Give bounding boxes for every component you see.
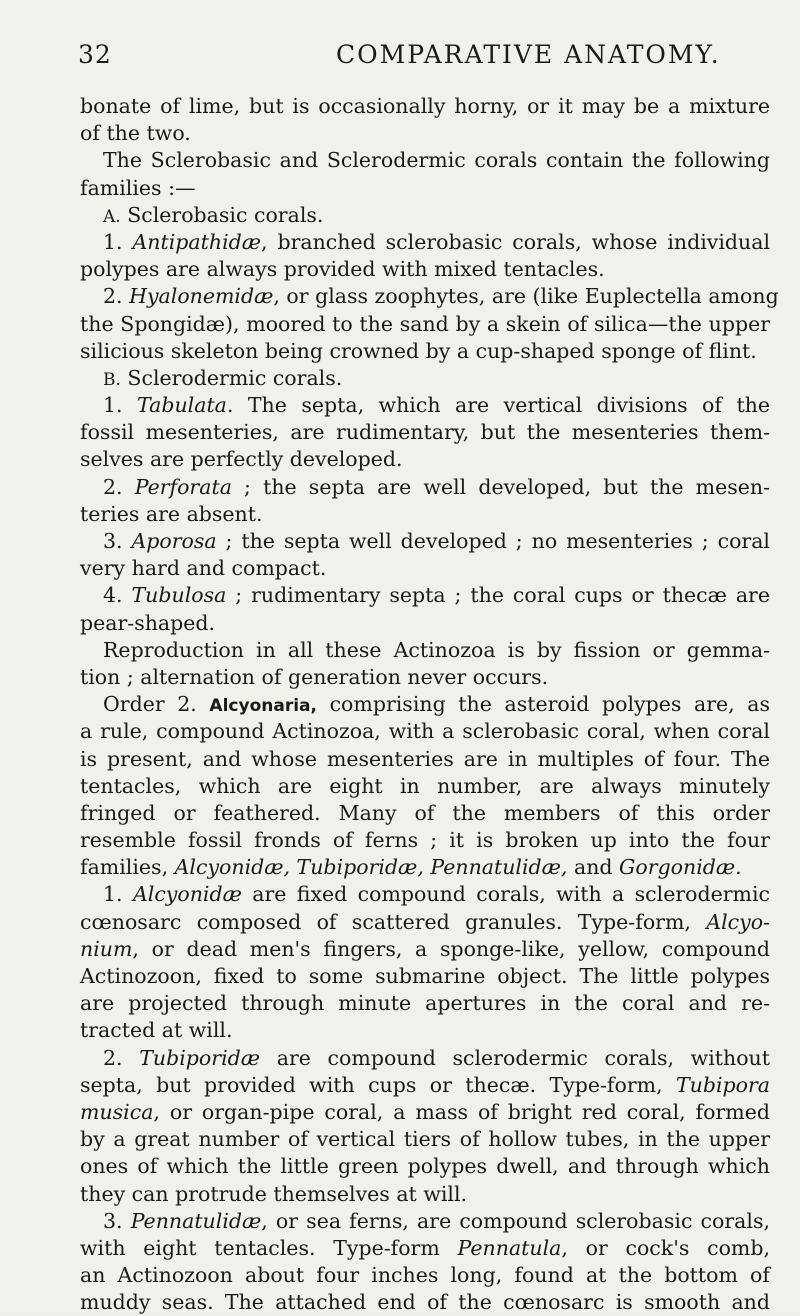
text-run: tion ; alternation of generation never occurs.	[80, 664, 549, 689]
text-line	[80, 175, 770, 202]
text-line	[80, 338, 770, 365]
text-run: tracted at will.	[80, 1018, 233, 1043]
text-run: ; the septa well developed ; no mesenteries ; coral	[216, 529, 770, 553]
text-line	[80, 718, 770, 745]
text-line	[80, 746, 770, 773]
page-header	[78, 40, 770, 80]
text-run: bonate of lime, but is occasionally horny, or it may be a mixture	[80, 94, 770, 118]
text-run: resemble fossil fronds of ferns ; it is broken up into the four	[80, 828, 770, 853]
text-run: and	[567, 855, 620, 880]
text-run: , or cock's comb,	[561, 1235, 770, 1260]
text-line	[80, 528, 770, 555]
text-run: polypes are always provided with mixed tentacles.	[80, 257, 605, 282]
text-line	[80, 990, 770, 1017]
text-line	[80, 446, 770, 473]
text-line	[80, 229, 770, 256]
text-run: Gorgonidæ.	[619, 855, 742, 880]
text-run: an Actinozoon about four inches long, found at the bottom of	[80, 1263, 770, 1288]
text-run: , or sea ferns, are compound sclerobasic corals,	[261, 1208, 770, 1233]
text-run: fringed or feathered. Many of the members of this order	[80, 800, 770, 825]
text-run: are projected through minute apertures in the coral and re-	[80, 991, 770, 1016]
text-run: Tubipora	[675, 1072, 770, 1097]
text-run: Alcyonaria,	[209, 696, 317, 717]
text-line	[80, 1126, 770, 1153]
text-run: are compound sclerodermic corals, without	[260, 1045, 770, 1070]
text-run: fossil mesenteries, are rudimentary, but the mesenteries them-	[80, 420, 770, 445]
text-run: 4.	[103, 583, 132, 608]
text-run: musica	[80, 1099, 154, 1124]
text-run: ; the septa are well developed, but the mesen-	[231, 474, 771, 499]
text-run: , or organ-pipe coral, a mass of bright red coral, formed	[153, 1099, 770, 1124]
text-run: Antipathidæ	[132, 229, 262, 254]
text-run: Tubiporidæ	[139, 1045, 261, 1070]
text-run: 2.	[103, 474, 135, 499]
text-line	[80, 800, 770, 827]
text-run: Hyalonemidæ	[129, 284, 274, 309]
text-run: 3.	[103, 529, 132, 553]
text-line	[80, 392, 770, 419]
text-run: Actinozoon, fixed to some submarine object. The little polypes	[80, 964, 770, 988]
text-line	[80, 773, 770, 800]
text-run: are fixed compound corals, with a sclerodermic	[241, 882, 770, 907]
text-run: Reproduction in all these Actinozoa is by fission or gemma-	[103, 637, 770, 662]
text-run: the Spongidæ), moored to the sand by a skein of silica—the upper	[80, 311, 770, 336]
text-run: is present, and whose mesenteries are in multiples of four. The	[80, 746, 770, 771]
text-line	[80, 202, 770, 229]
text-run: Perforata	[134, 474, 232, 499]
text-run: 3.	[103, 1208, 131, 1233]
page-number: 32	[78, 40, 112, 69]
text-line	[80, 501, 770, 528]
text-run: Pennatula	[457, 1235, 562, 1260]
text-line	[80, 283, 779, 310]
text-run: B.	[103, 369, 121, 390]
text-line	[80, 936, 770, 963]
text-run: Pennatulidæ	[130, 1208, 262, 1233]
text-run: tentacles, which are eight in number, are always minutely	[80, 773, 770, 798]
text-run: Tubulosa	[131, 583, 227, 608]
text-run: , or glass zoophytes, are (like Euplectella among	[273, 284, 779, 309]
text-run: , branched sclerobasic corals, whose individual	[261, 229, 771, 254]
text-run: Sclerobasic corals.	[120, 202, 324, 227]
text-run: Sclerodermic corals.	[120, 365, 343, 390]
text-line	[80, 691, 770, 718]
text-run: nium	[80, 936, 133, 961]
text-run: Alcyonidæ, Tubiporidæ, Pennatulidæ,	[174, 855, 568, 880]
text-run: The Sclerobasic and Sclerodermic corals contain the following	[103, 148, 770, 173]
text-run: 1.	[103, 229, 133, 254]
text-line	[80, 1181, 770, 1208]
text-run: , or dead men's fingers, a sponge-like, yellow, compound	[132, 936, 770, 961]
text-run: Tabulata	[137, 393, 227, 418]
text-line	[80, 1099, 770, 1126]
text-line	[80, 664, 770, 691]
text-run: comprising the asteroid polypes are, as	[316, 692, 770, 717]
text-run: septa, but provided with cups or thecæ. Type-form,	[80, 1072, 676, 1097]
text-line	[80, 1153, 770, 1180]
text-run: 1.	[103, 882, 133, 907]
text-run: a rule, compound Actinozoa, with a sclerobasic coral, when coral	[80, 719, 770, 744]
text-run: very hard and compact.	[80, 556, 327, 581]
text-line	[80, 365, 770, 392]
text-line	[80, 419, 770, 446]
running-title: COMPARATIVE ANATOMY.	[336, 40, 721, 69]
text-line	[80, 1262, 770, 1289]
text-line	[80, 1289, 770, 1316]
text-run: 2.	[103, 1045, 140, 1070]
text-line	[80, 582, 770, 609]
text-line	[80, 637, 770, 664]
text-run: ones of which the little green polypes dwell, and through which	[80, 1154, 770, 1179]
text-line	[80, 256, 770, 283]
text-run: of the two.	[80, 121, 191, 146]
text-run: muddy seas. The attached end of the cœnosarc is smooth and	[80, 1290, 770, 1315]
text-run: families,	[80, 855, 175, 880]
text-line	[80, 909, 770, 936]
text-line	[80, 474, 770, 501]
text-line	[80, 147, 770, 174]
text-run: with eight tentacles. Type-form	[80, 1235, 458, 1260]
text-run: Alcyo-	[706, 909, 770, 934]
text-line	[80, 555, 770, 582]
text-line	[80, 881, 770, 908]
text-run: 1.	[103, 393, 138, 418]
text-run: A.	[103, 206, 121, 227]
text-run: Order 2.	[103, 692, 210, 717]
text-run: pear-shaped.	[80, 610, 216, 635]
text-run: 2.	[103, 284, 130, 309]
text-run: families :—	[80, 175, 196, 200]
text-line	[80, 1017, 770, 1044]
text-line	[80, 1045, 770, 1072]
text-line	[80, 120, 770, 147]
text-line	[80, 610, 770, 637]
text-run: Alcyonidæ	[132, 882, 242, 907]
text-line	[80, 854, 770, 881]
text-line	[80, 93, 770, 120]
text-run: they can protrude themselves at will.	[80, 1181, 468, 1206]
text-run: . The septa, which are vertical divisions of the	[226, 393, 771, 418]
text-run: selves are perfectly developed.	[80, 447, 403, 472]
text-line	[80, 963, 770, 990]
text-run: Aporosa	[131, 529, 217, 553]
text-line	[80, 1208, 770, 1235]
text-run: teries are absent.	[80, 501, 263, 526]
text-run: cœnosarc composed of scattered granules. Type-form,	[80, 909, 707, 934]
body-text	[80, 93, 779, 1316]
text-line	[80, 311, 770, 338]
text-run: silicious skeleton being crowned by a cup-shaped sponge of flint.	[80, 338, 757, 363]
text-line	[80, 1072, 770, 1099]
text-run: ; rudimentary septa ; the coral cups or thecæ are	[226, 583, 770, 608]
text-run: by a great number of vertical tiers of hollow tubes, in the upper	[80, 1127, 770, 1152]
text-line	[80, 1235, 770, 1262]
text-line	[80, 827, 770, 854]
